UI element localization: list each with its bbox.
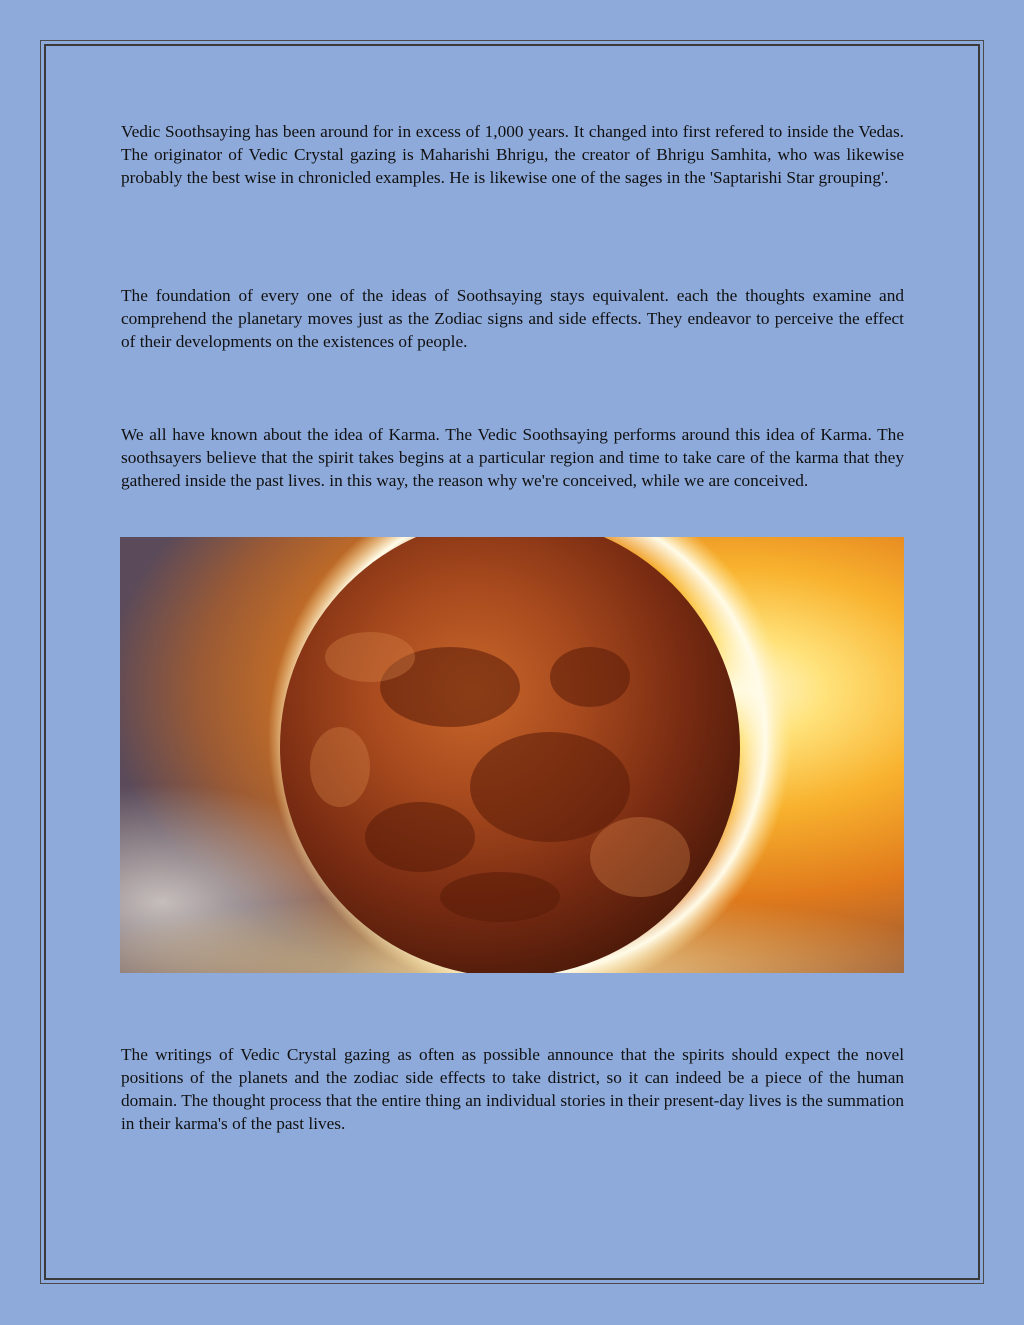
paragraph-vedic-history: Vedic Soothsaying has been around for in excess of 1,000 years. It changed into first refered to inside the Vedas. The originator of Vedic Crystal gazing is Maharishi Bhrigu, the creator of Bhrigu Samhita, who was likewise probably the best wise in chronicled examples. He is likewise one of the sages in the 'Saptarishi Star grouping'. xyxy=(121,122,904,187)
paragraph-foundation: The foundation of every one of the ideas of Soothsaying stays equivalent. each the thoughts examine and comprehend the planetary moves just as the Zodiac signs and side effects. They endeavor to perceive the effect of their developments on the existences of people. xyxy=(121,286,904,351)
paragraph-writings: The writings of Vedic Crystal gazing as often as possible announce that the spirits should expect the novel positions of the planets and the zodiac side effects to take district, so it can indeed be a piece of the human domain. The thought process that the entire thing an individual stories in their present-day lives is the summation in their karma's of the past lives. xyxy=(121,1045,904,1133)
eclipse-image xyxy=(120,537,904,973)
paragraph-karma: We all have known about the idea of Karma. The Vedic Soothsaying performs around this idea of Karma. The soothsayers believe that the spirit takes begins at a particular region and time to take care of the karma that they gathered inside the past lives. in this way, the reason why we're conceived, while we are conceived. xyxy=(121,425,904,490)
